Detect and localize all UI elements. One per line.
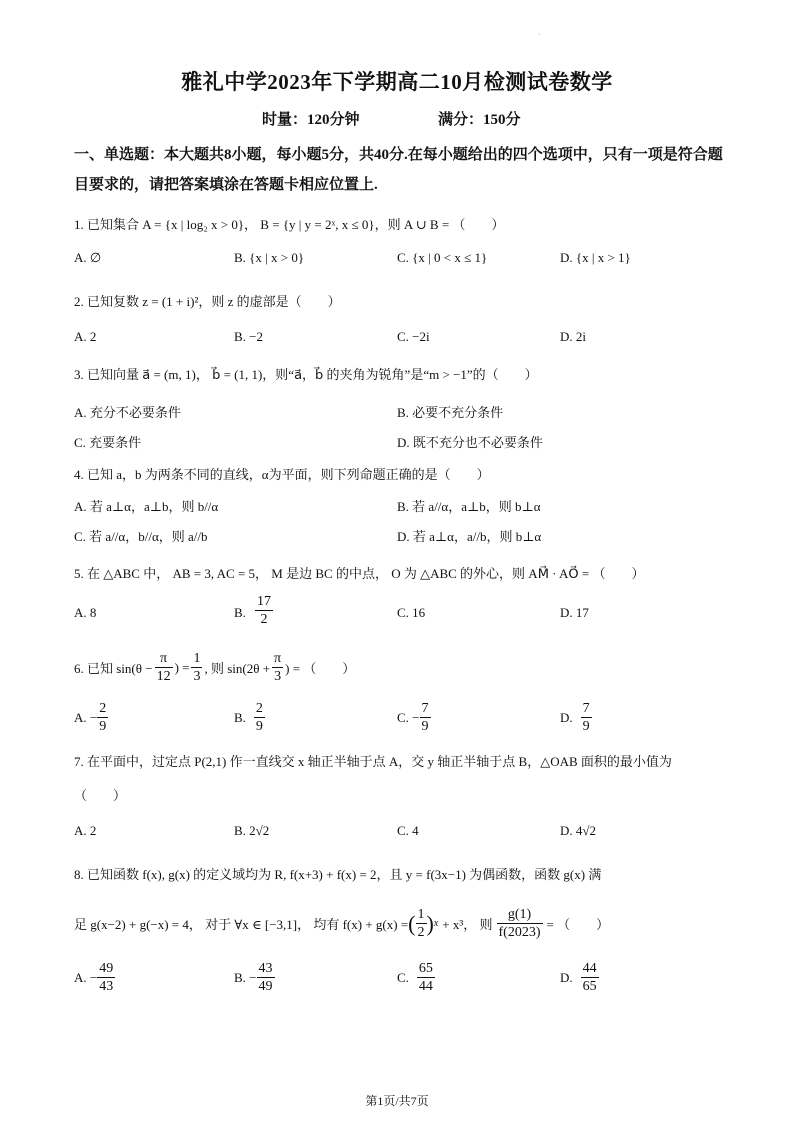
q8-b-num: 43 xyxy=(258,961,273,976)
q6-a-num: 2 xyxy=(99,701,107,716)
q5-option-d: D. 17 xyxy=(560,605,589,620)
q6-frac2-num: 1 xyxy=(193,651,201,666)
q6-c-label: C. − xyxy=(397,709,420,725)
q8-option-d xyxy=(560,960,599,995)
q6-frac1-num: π xyxy=(155,650,173,668)
question-3-stem: 3. 已知向量 a⃗ = (m, 1)， b⃗ = (1, 1)，则“a⃗，b⃗ 的夹角为锐角”是“m > −1”的（ ） xyxy=(74,367,538,382)
q6-d-label: D. xyxy=(560,709,573,725)
question-8-stem: 8. 已知函数 f(x), g(x) 的定义域均为 R, f(x+3) + f(x) = 2，且 y = f(3x−1) 为偶函数，函数 g(x) 满 xyxy=(74,867,602,882)
q8-c-den: 44 xyxy=(418,979,433,994)
q6-stem-part-c: , 则 sin(2θ + xyxy=(204,661,271,676)
q4-option-d: D. 若 a⊥α，a//b，则 b⊥α xyxy=(397,529,542,544)
q6-frac1-den: 12 xyxy=(156,669,171,684)
q8-c-num: 65 xyxy=(418,961,433,976)
q5-option-a: A. 8 xyxy=(74,605,97,620)
q6-stem-part-d: ) = （ ） xyxy=(285,661,356,676)
q3-option-b: B. 必要不充分条件 xyxy=(397,405,504,420)
question-7-stem-cont: （ ） xyxy=(74,788,127,803)
q8-ratio-den: f(2023) xyxy=(498,925,541,940)
q8-paren-close: ) xyxy=(426,910,434,936)
full-score: 满分：150分 xyxy=(438,112,521,128)
q8-b-den: 49 xyxy=(258,979,273,994)
q5-option-c: C. 16 xyxy=(397,605,426,620)
question-1-stem: 1. 已知集合 A = {x | log₂ x > 0}， B = {y | y = 2ˣ, x ≤ 0}，则 A ∪ B = （ ） xyxy=(74,217,505,232)
q4-option-b: B. 若 a//α，a⊥b，则 b⊥α xyxy=(397,499,541,514)
q8-option-a xyxy=(74,960,115,995)
question-2-stem: 2. 已知复数 z = (1 + i)²，则 z 的虚部是（ ） xyxy=(74,294,341,309)
q7-option-d: D. 4√2 xyxy=(560,823,597,838)
q6-frac3-num: π xyxy=(274,651,282,666)
q8-ratio-num: g(1) xyxy=(497,906,543,924)
question-6-stem xyxy=(74,650,355,685)
q5-b-numerator: 17 xyxy=(257,594,271,609)
q2-option-d: D. 2i xyxy=(560,329,586,344)
question-7-stem: 7. 在平面中，过定点 P(2,1) 作一直线交 x 轴正半轴于点 A，交 y 轴正半轴于点 B，△OAB 面积的最小值为 xyxy=(74,754,672,769)
q3-option-d: D. 既不充分也不必要条件 xyxy=(397,435,543,450)
q8-half-num: 1 xyxy=(417,907,425,922)
time-limit: 时量：120分钟 xyxy=(262,112,360,128)
q1-option-a: A. ∅ xyxy=(74,250,102,265)
q8-a-num: 49 xyxy=(99,961,114,976)
q6-option-d xyxy=(560,700,592,735)
scan-dot: · xyxy=(538,30,541,39)
q6-option-b xyxy=(234,700,265,735)
q6-a-den: 9 xyxy=(99,719,107,734)
question-8-stem-cont xyxy=(74,906,609,941)
q8-paren-open: ( xyxy=(408,910,416,936)
q8-cont-part-b: + x³， 则 xyxy=(442,917,493,932)
q8-cont-part-a: 足 g(x−2) + g(−x) = 4， 对于 ∀x ∈ [−3,1]， 均有 f(x) + g(x) = xyxy=(74,917,409,932)
q8-exponent-x: x xyxy=(433,918,439,929)
q6-a-label: A. − xyxy=(74,709,98,725)
q7-option-a: A. 2 xyxy=(74,823,97,838)
page-number: 第1页/共7页 xyxy=(365,1094,429,1108)
q7-option-c: C. 4 xyxy=(397,823,419,838)
q6-b-den: 9 xyxy=(255,719,263,734)
q7-option-b: B. 2√2 xyxy=(234,823,270,838)
q6-d-num: 7 xyxy=(582,701,590,716)
q8-a-label: A. − xyxy=(74,969,98,985)
q2-option-a: A. 2 xyxy=(74,329,97,344)
section-heading: 一、单选题：本大题共8小题，每小题5分，共40分.在每小题给出的四个选项中，只有一项是符合题目要求的，请把答案填涂在答题卡相应位置上. xyxy=(74,147,723,193)
q8-half-den: 2 xyxy=(417,925,425,940)
q8-c-label: C. xyxy=(397,969,409,985)
q5-option-b-label: B. xyxy=(234,605,246,620)
q4-option-a: A. 若 a⊥α，a⊥b，则 b//α xyxy=(74,499,219,514)
question-5-stem: 5. 在 △ABC 中， AB = 3, AC = 5， M 是边 BC 的中点， O 为 △ABC 的外心，则 AM⃗ · AO⃗ = （ ） xyxy=(74,566,645,581)
q6-frac2-den: 3 xyxy=(193,669,201,684)
q6-c-num: 7 xyxy=(421,701,429,716)
q6-stem-part-b: ) = xyxy=(174,659,190,675)
q8-option-c xyxy=(397,960,435,995)
q6-b-num: 2 xyxy=(255,701,263,716)
exam-title: 雅礼中学2023年下学期高二10月检测试卷数学 xyxy=(181,70,613,94)
q8-d-label: D. xyxy=(560,969,573,985)
q1-option-d: D. {x | x > 1} xyxy=(560,250,631,265)
q3-option-a: A. 充分不必要条件 xyxy=(74,405,181,420)
q2-option-b: B. −2 xyxy=(234,329,264,344)
q1-option-b: B. {x | x > 0} xyxy=(234,250,305,265)
q8-b-label: B. − xyxy=(234,969,257,985)
q6-d-den: 9 xyxy=(582,719,590,734)
q6-frac3-den: 3 xyxy=(274,669,282,684)
q6-option-c xyxy=(397,700,431,735)
q6-c-den: 9 xyxy=(421,719,429,734)
q5-b-denominator: 2 xyxy=(260,612,268,627)
q4-option-c: C. 若 a//α，b//α，则 a//b xyxy=(74,529,208,544)
q8-d-num: 44 xyxy=(582,961,597,976)
q2-option-c: C. −2i xyxy=(397,329,430,344)
q8-option-b xyxy=(234,960,275,995)
q8-d-den: 65 xyxy=(582,979,597,994)
q6-option-a xyxy=(74,700,108,735)
q5-option-b-fraction xyxy=(255,593,273,628)
question-4-stem: 4. 已知 a，b 为两条不同的直线，α为平面，则下列命题正确的是（ ） xyxy=(74,467,490,482)
q3-option-c: C. 充要条件 xyxy=(74,435,142,450)
q1-option-c: C. {x | 0 < x ≤ 1} xyxy=(397,250,488,265)
q6-stem-part-a: 6. 已知 sin(θ − xyxy=(74,661,153,676)
q8-a-den: 43 xyxy=(99,979,114,994)
q8-cont-part-c: = （ ） xyxy=(546,917,610,932)
q6-b-label: B. xyxy=(234,709,246,725)
